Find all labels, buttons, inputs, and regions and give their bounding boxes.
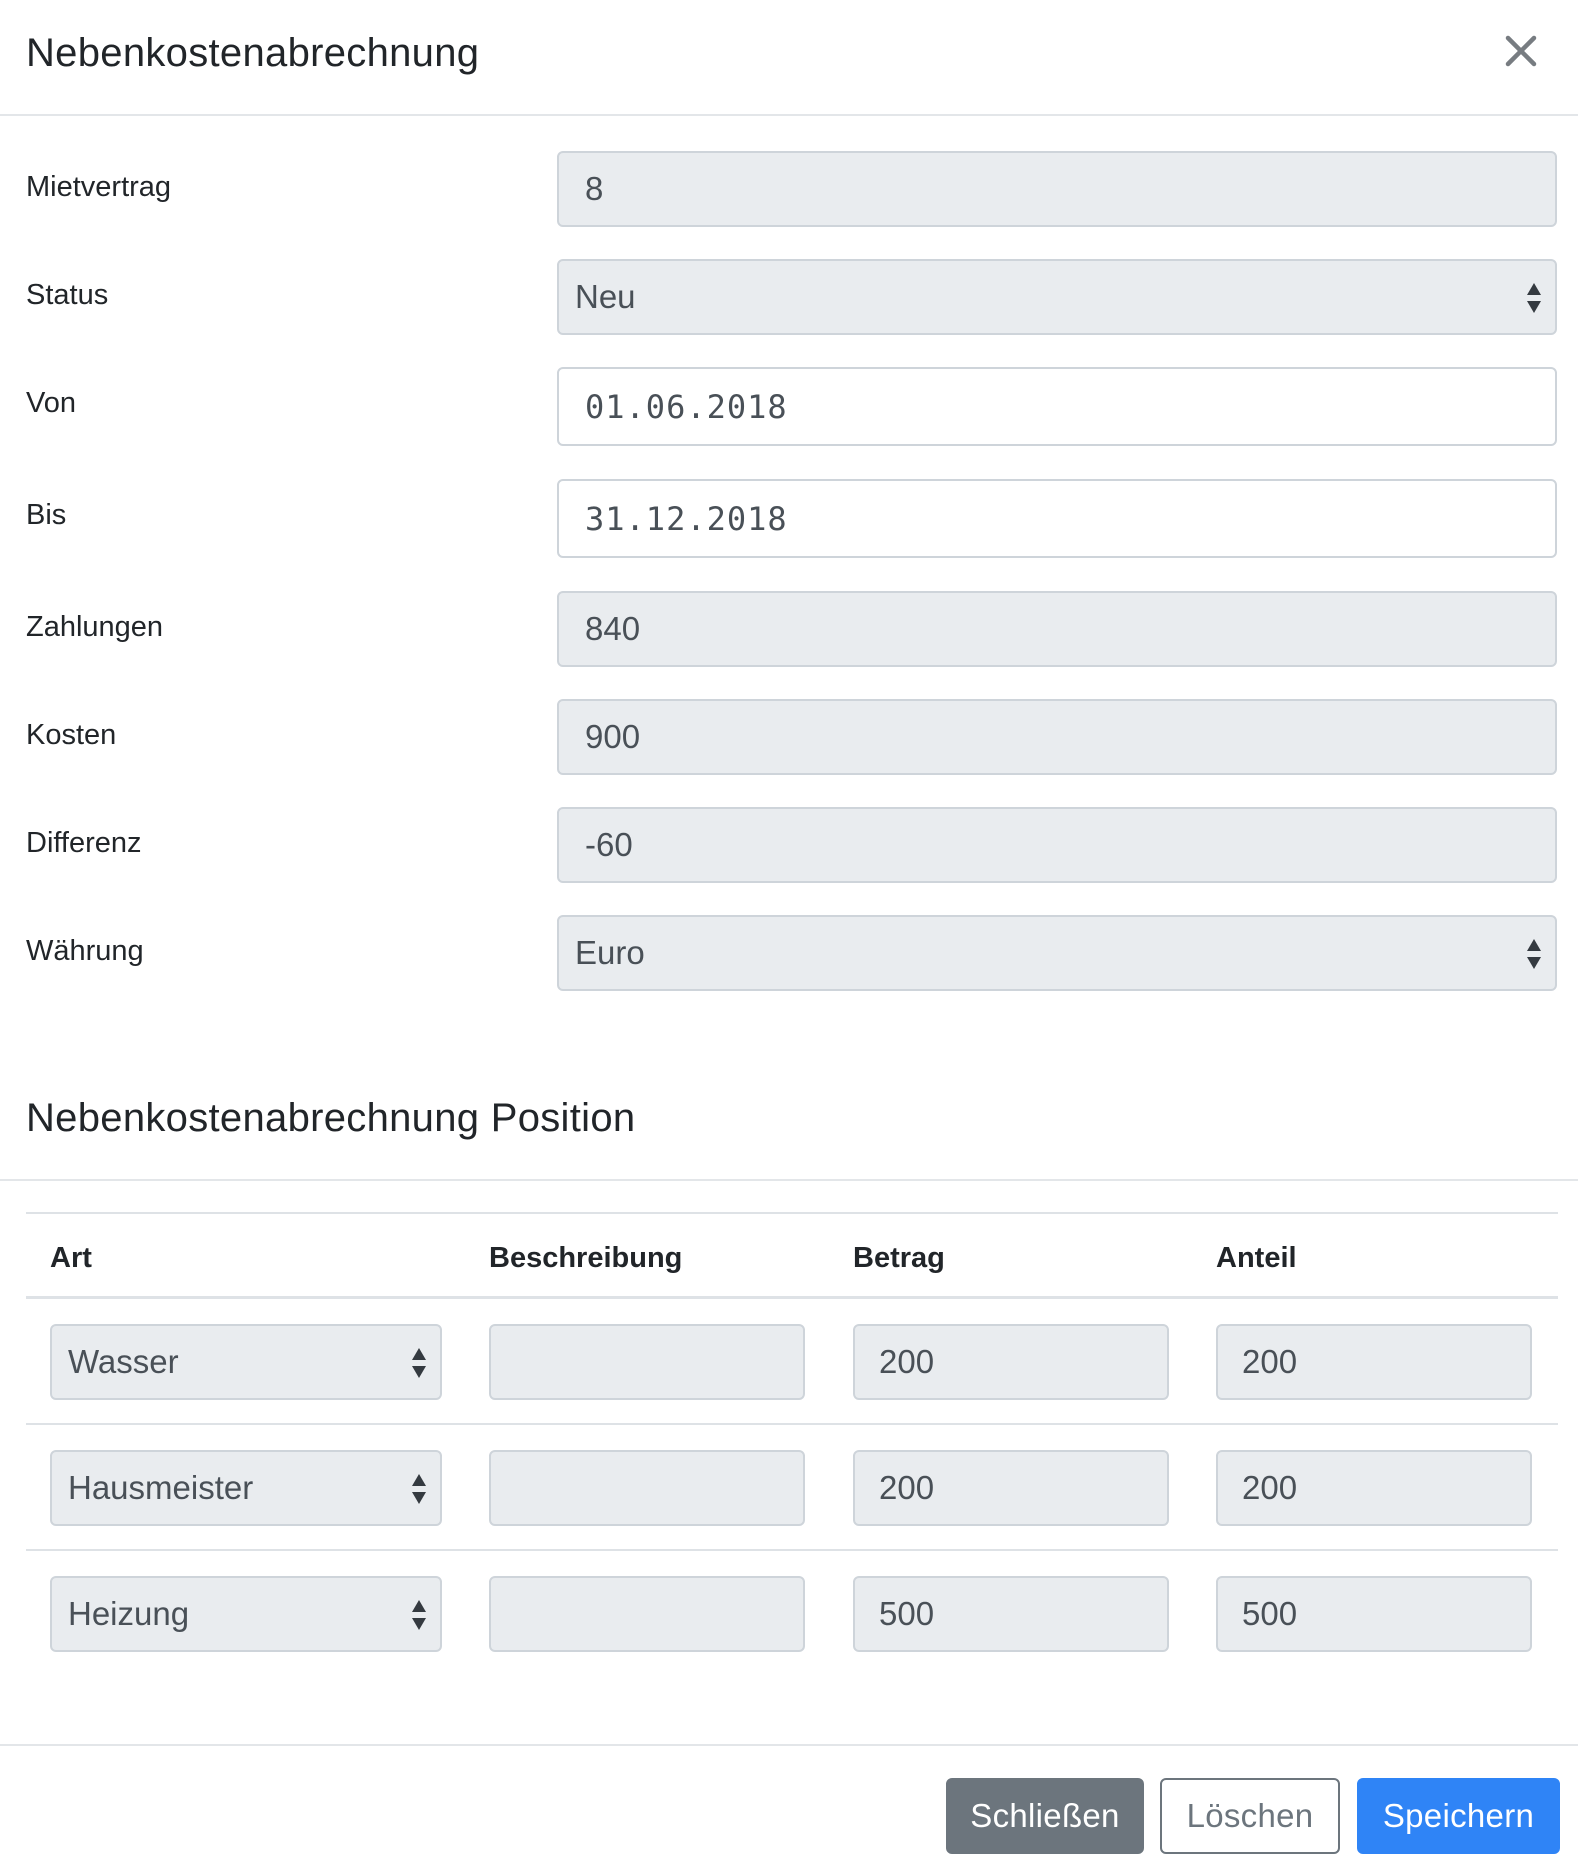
zahlungen-label: Zahlungen [26,611,164,643]
von-label: Von [26,387,76,419]
modal-title: Nebenkostenabrechnung [26,31,480,75]
positions-section-title: Nebenkostenabrechnung Position [26,1096,636,1140]
bis-label: Bis [26,499,67,531]
betrag-field[interactable] [853,1576,1169,1652]
status-select[interactable] [557,259,1557,335]
anteil-field[interactable] [1216,1576,1532,1652]
form-row-status [0,259,1578,335]
art-select[interactable] [50,1576,442,1652]
anteil-field[interactable] [1216,1450,1532,1526]
form-row-waehrung [0,915,1578,991]
form-row-zahlungen [0,591,1578,667]
waehrung-select[interactable] [557,915,1557,991]
art-select-value: Hausmeister [68,1469,254,1506]
form-row-kosten [0,699,1578,775]
column-header-beschreibung: Beschreibung [489,1242,683,1274]
status-select-value: Neu [575,278,636,315]
select-arrows-icon [1525,937,1543,971]
select-arrows-icon [410,1598,428,1632]
select-arrows-icon [1525,281,1543,315]
status-label: Status [26,279,109,311]
von-date-field[interactable] [557,367,1557,446]
beschreibung-field[interactable] [489,1450,805,1526]
kosten-label: Kosten [26,719,117,751]
mietvertrag-label: Mietvertrag [26,171,172,203]
form-row-von [0,367,1578,443]
beschreibung-field[interactable] [489,1576,805,1652]
table-row [26,1425,1558,1551]
differenz-field[interactable] [557,807,1557,883]
close-button[interactable] [1498,28,1544,74]
betrag-field[interactable] [853,1450,1169,1526]
form-row-mietvertrag [0,151,1578,227]
save-button[interactable]: Speichern [1357,1778,1560,1854]
select-arrows-icon [410,1346,428,1380]
betrag-field[interactable] [853,1324,1169,1400]
waehrung-label: Währung [26,935,144,967]
differenz-label: Differenz [26,827,142,859]
form-row-differenz [0,807,1578,883]
modal-footer [0,1744,1578,1868]
close-icon [1498,28,1544,74]
section-divider [0,1179,1578,1181]
column-header-anteil: Anteil [1216,1242,1297,1274]
art-select-value: Wasser [68,1343,179,1380]
close-modal-button[interactable]: Schließen [946,1778,1144,1854]
column-header-betrag: Betrag [853,1242,945,1274]
table-top-border [26,1212,1558,1214]
delete-button[interactable]: Löschen [1160,1778,1340,1854]
zahlungen-field[interactable] [557,591,1557,667]
beschreibung-field[interactable] [489,1324,805,1400]
table-row [26,1551,1558,1677]
select-arrows-icon [410,1472,428,1506]
art-select[interactable] [50,1324,442,1400]
anteil-field[interactable] [1216,1324,1532,1400]
table-row [26,1299,1558,1425]
mietvertrag-field[interactable] [557,151,1557,227]
modal-header [0,0,1578,116]
art-select-value: Heizung [68,1595,190,1632]
kosten-field[interactable] [557,699,1557,775]
column-header-art: Art [50,1242,92,1274]
form-row-bis [0,479,1578,555]
waehrung-select-value: Euro [575,934,645,971]
art-select[interactable] [50,1450,442,1526]
bis-date-field[interactable] [557,479,1557,558]
